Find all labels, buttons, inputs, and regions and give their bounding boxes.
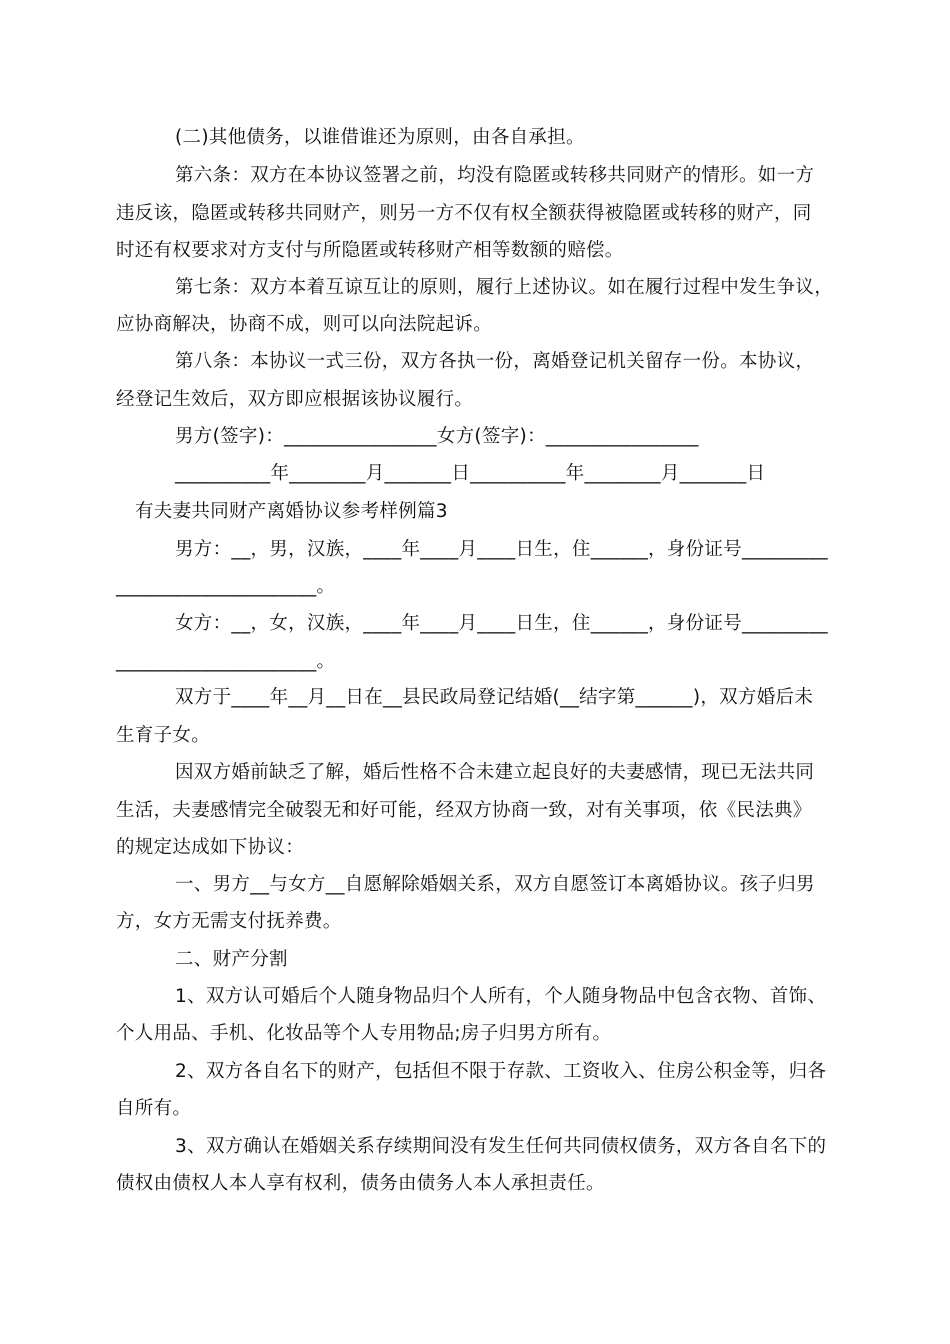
text-line: 违反该，隐匿或转移共同财产，则另一方不仅有权全额获得被隐匿或转移的财产，同 (116, 203, 812, 224)
section-heading: 二、财产分割 (175, 949, 288, 970)
text-line: 第八条：本协议一式三份，双方各执一份，离婚登记机关留存一份。本协议， (175, 351, 815, 372)
section-title: 有夫妻共同财产离婚协议参考样例篇3 (135, 501, 448, 522)
text-line: 男方：__，男，汉族，____年____月____日生，住______，身份证号_________ (175, 539, 828, 560)
text-line: 时还有权要求对方支付与所隐匿或转移财产相等数额的赔偿。 (116, 240, 624, 261)
text-line: 自所有。 (116, 1098, 192, 1119)
text-line: 个人用品、手机、化妆品等个人专用物品;房子归男方所有。 (116, 1023, 612, 1044)
text-line: 女方：__，女，汉族，____年____月____日生，住______，身份证号_________ (175, 613, 828, 634)
text-line: 第七条：双方本着互谅互让的原则，履行上述协议。如在履行过程中发生争议， (175, 277, 834, 298)
text-line: 的规定达成如下协议： (116, 837, 305, 858)
text-line: 应协商解决，协商不成，则可以向法院起诉。 (116, 314, 493, 335)
text-line: 2、双方各自名下的财产，包括但不限于存款、工资收入、住房公积金等，归各 (175, 1061, 827, 1082)
text-line: 方，女方无需支付抚养费。 (116, 911, 342, 932)
text-line: 双方于____年__月__日在__县民政局登记结婚(__结字第______)，双方婚后未 (175, 687, 814, 708)
text-line: 1、双方认可婚后个人随身物品归个人所有，个人随身物品中包含衣物、首饰、 (175, 986, 827, 1007)
text-line: _____________________。 (116, 576, 336, 597)
text-line: 生活，夫妻感情完全破裂无和好可能，经双方协商一致，对有关事项，依《民法典》 (116, 800, 812, 821)
signature-line: 男方(签字)：________________女方(签字)：________________ (175, 426, 699, 447)
text-line: _____________________。 (116, 651, 336, 672)
text-line: 债权由债权人本人享有权利，债务由债务人本人承担责任。 (116, 1173, 605, 1194)
text-line: 3、双方确认在婚姻关系存续期间没有发生任何共同债权债务，双方各自名下的 (175, 1136, 827, 1157)
date-line: __________年________月_______日__________年________月_______日 (175, 463, 766, 484)
text-line: 一、男方__与女方__自愿解除婚姻关系，双方自愿签订本离婚协议。孩子归男 (175, 874, 815, 895)
text-line: (二)其他债务，以谁借谁还为原则，由各自承担。 (175, 127, 585, 148)
text-line: 经登记生效后，双方即应根据该协议履行。 (116, 389, 474, 410)
text-line: 生育子女。 (116, 725, 211, 746)
text-line: 因双方婚前缺乏了解，婚后性格不合未建立起良好的夫妻感情，现已无法共同 (175, 762, 815, 783)
text-line: 第六条：双方在本协议签署之前，均没有隐匿或转移共同财产的情形。如一方 (175, 165, 815, 186)
